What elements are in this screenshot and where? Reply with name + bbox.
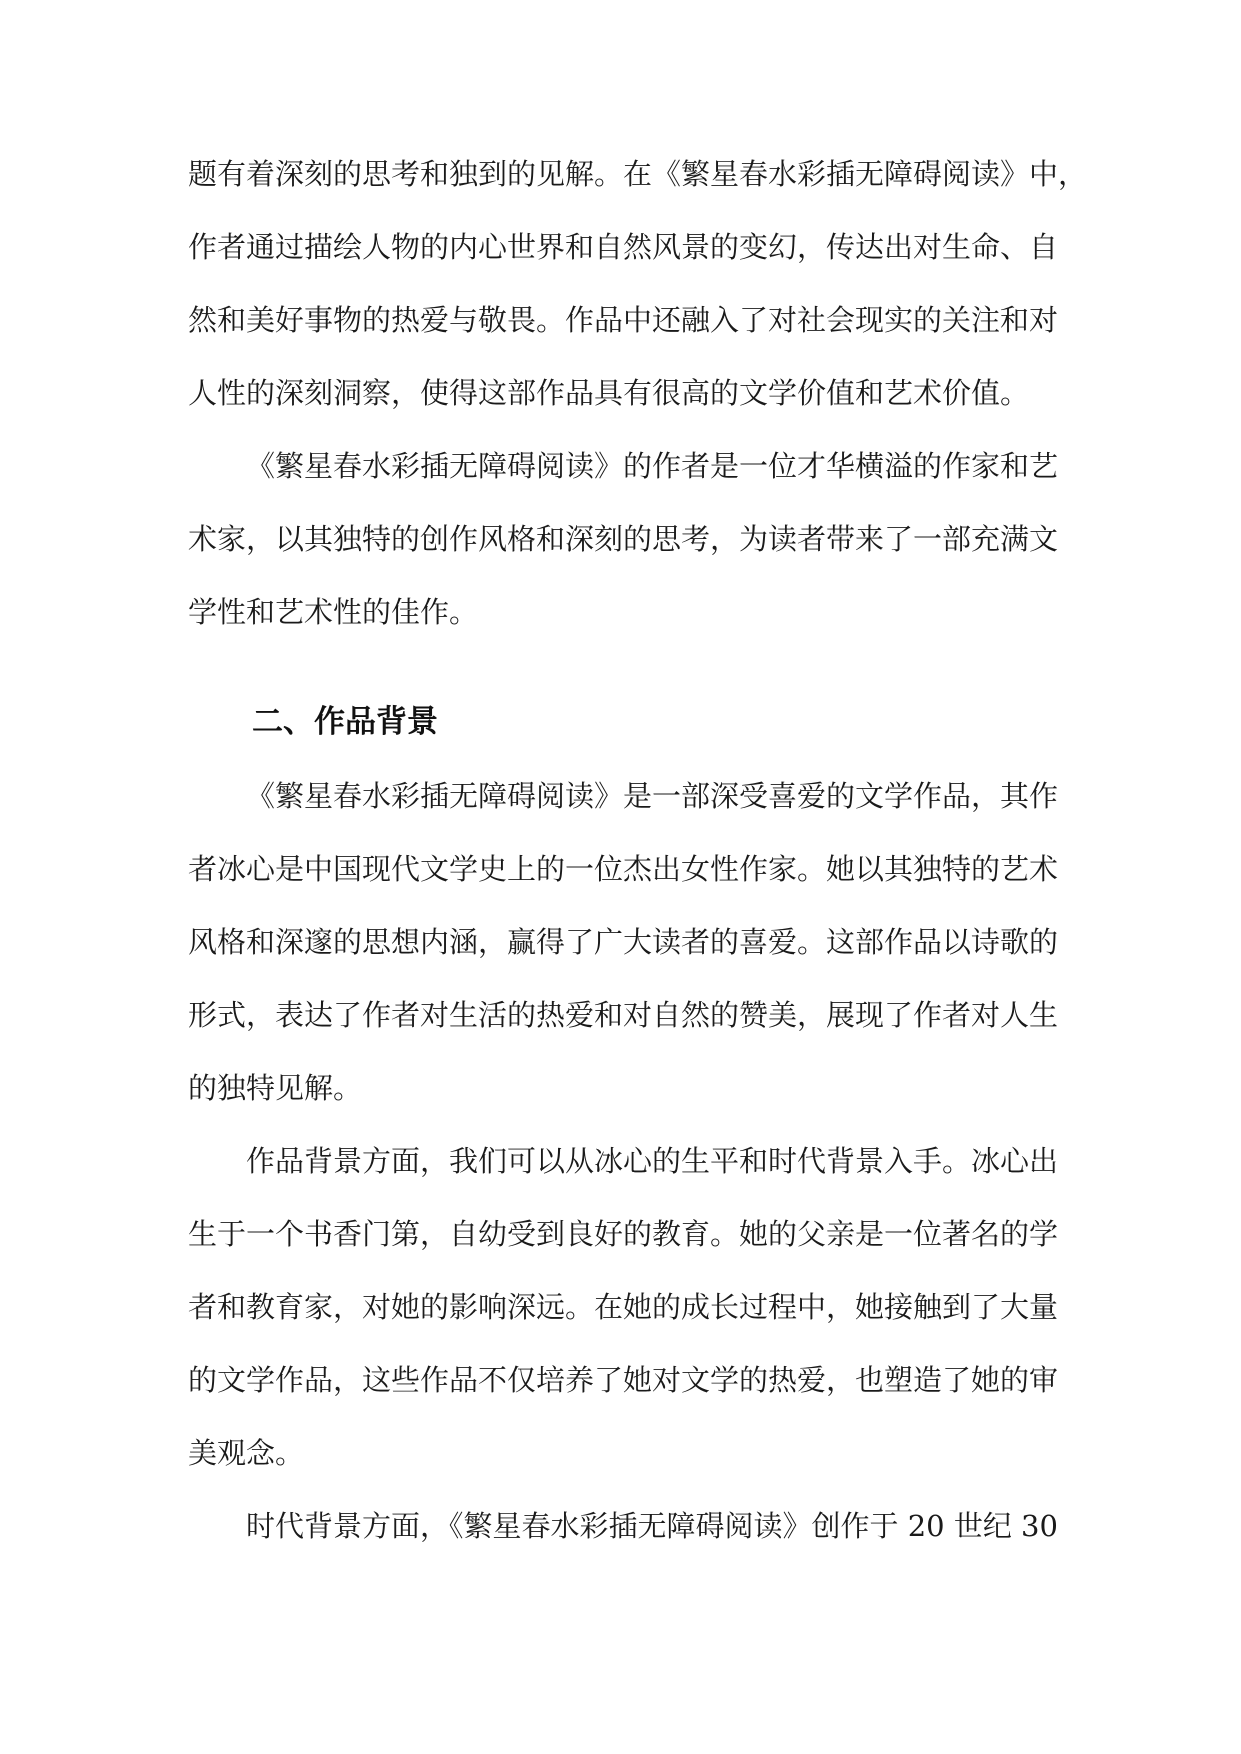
text-line: 形式，表达了作者对生活的热爱和对自然的赞美，展现了作者对人生 [188, 998, 1059, 1032]
document-body [188, 138, 1088, 1563]
text-line: 然和美好事物的热爱与敬畏。作品中还融入了对社会现实的关注和对 [188, 303, 1059, 337]
paragraph [188, 1125, 1059, 1490]
paragraph [188, 430, 1059, 649]
paragraph [188, 1490, 1058, 1563]
text-line: 时代背景方面，《繁星春水彩插无障碍阅读》创作于 20 世纪 30 [246, 1509, 1058, 1543]
text-line: 人性的深刻洞察，使得这部作品具有很高的文学价值和艺术价值。 [188, 376, 1030, 410]
text-line: 者和教育家，对她的影响深远。在她的成长过程中，她接触到了大量 [188, 1290, 1059, 1324]
paragraph [188, 138, 1088, 430]
section-heading: 二、作品背景 [252, 704, 438, 740]
text-line: 术家，以其独特的创作风格和深刻的思考，为读者带来了一部充满文 [188, 522, 1059, 556]
text-line: 作品背景方面，我们可以从冰心的生平和时代背景入手。冰心出 [246, 1144, 1059, 1178]
paragraph [188, 760, 1059, 1125]
text-line: 美观念。 [188, 1436, 305, 1470]
text-line: 题有着深刻的思考和独到的见解。在《繁星春水彩插无障碍阅读》中， [188, 157, 1088, 191]
text-line: 《繁星春水彩插无障碍阅读》是一部深受喜爱的文学作品，其作 [246, 779, 1059, 813]
text-line: 生于一个书香门第，自幼受到良好的教育。她的父亲是一位著名的学 [188, 1217, 1059, 1251]
text-line: 的独特见解。 [188, 1071, 363, 1105]
text-line: 风格和深邃的思想内涵，赢得了广大读者的喜爱。这部作品以诗歌的 [188, 925, 1059, 959]
text-line: 者冰心是中国现代文学史上的一位杰出女性作家。她以其独特的艺术 [188, 852, 1059, 886]
text-line: 学性和艺术性的佳作。 [188, 595, 479, 629]
text-line: 的文学作品，这些作品不仅培养了她对文学的热爱，也塑造了她的审 [188, 1363, 1059, 1397]
text-line: 作者通过描绘人物的内心世界和自然风景的变幻，传达出对生命、自 [188, 230, 1059, 264]
text-line: 《繁星春水彩插无障碍阅读》的作者是一位才华横溢的作家和艺 [246, 449, 1059, 483]
section-spacer [188, 649, 1048, 684]
